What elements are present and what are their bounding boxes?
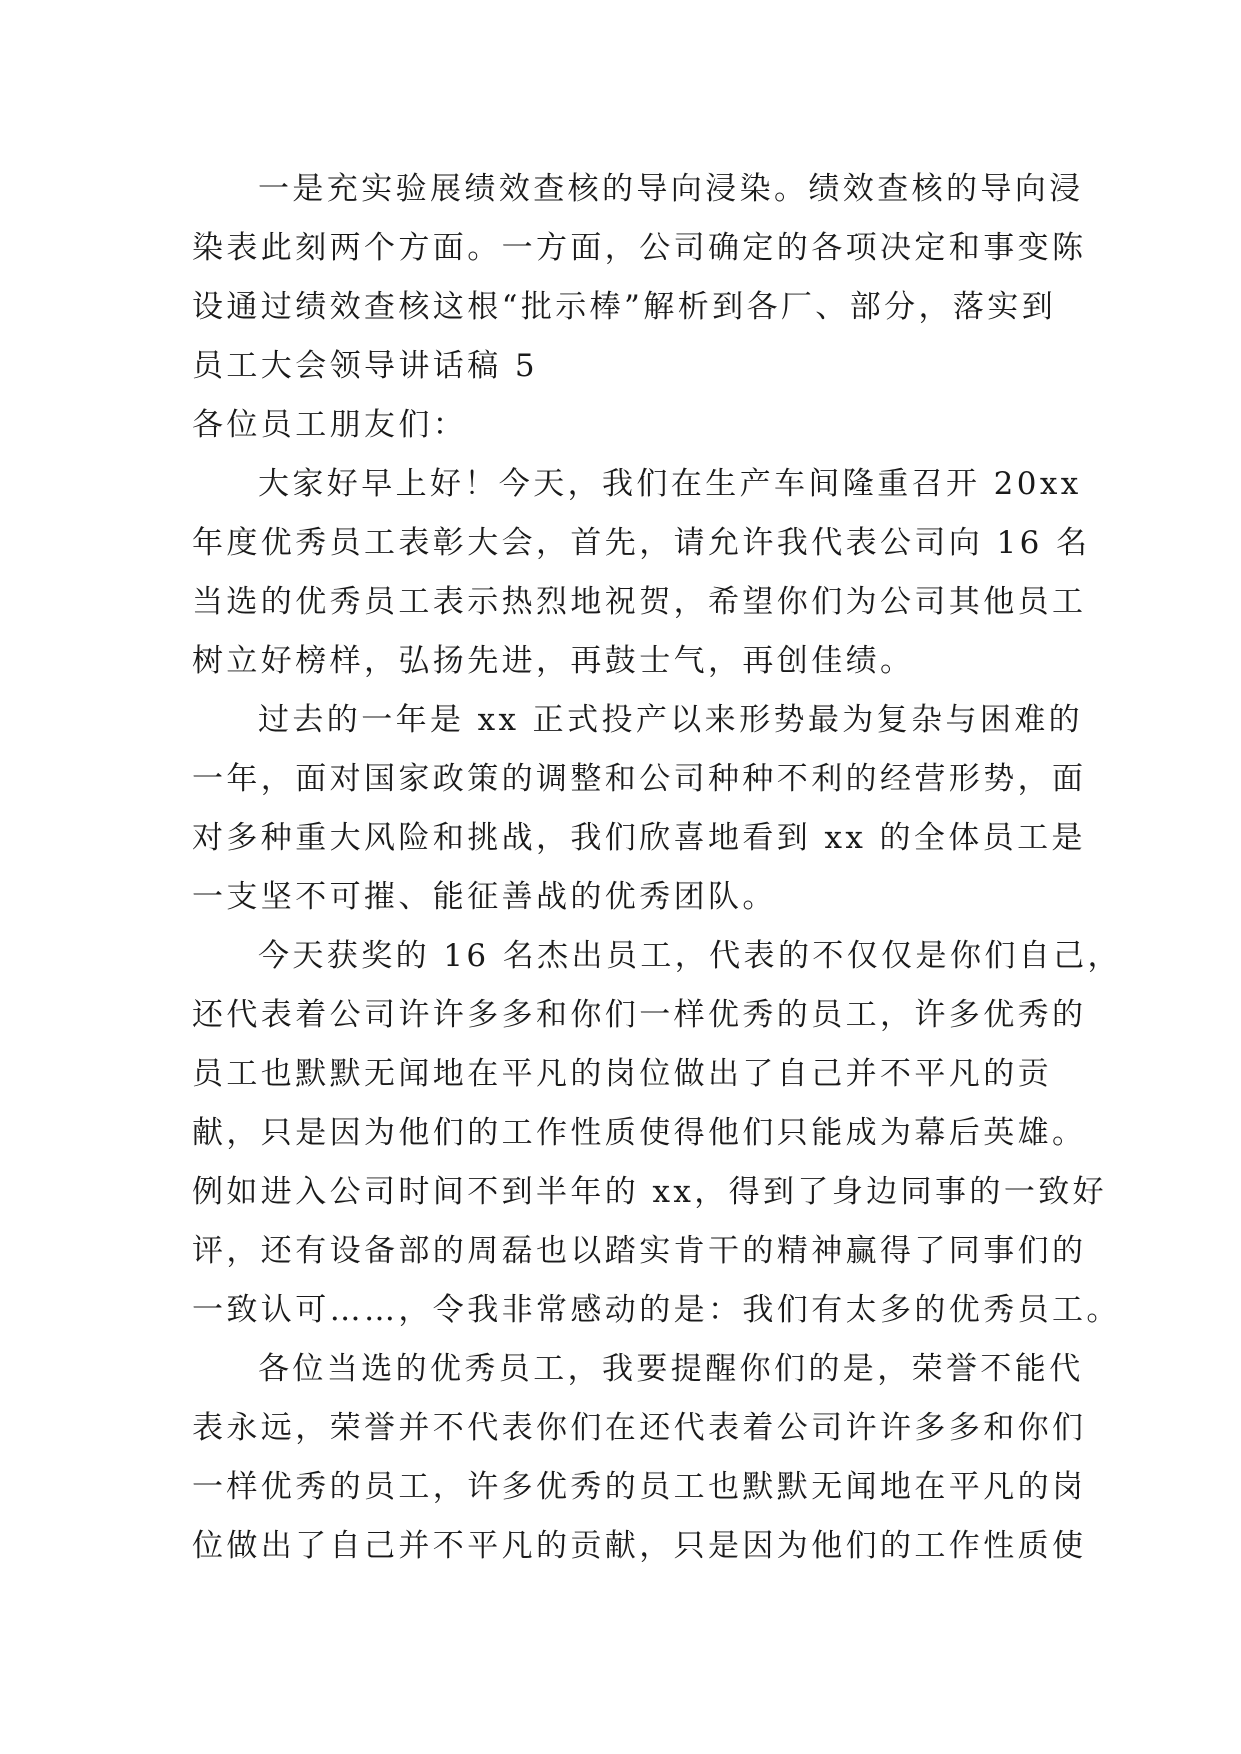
text-line: 献，只是因为他们的工作性质使得他们只能成为幕后英雄。 xyxy=(192,1115,1087,1151)
text-line: 过去的一年是 xx 正式投产以来形势最为复杂与困难的 xyxy=(258,702,1084,738)
text-line: 各位员工朋友们： xyxy=(192,407,468,443)
text-line: 员工也默默无闻地在平凡的岗位做出了自己并不平凡的贡 xyxy=(192,1056,1052,1092)
text-line: 一样优秀的员工，许多优秀的员工也默默无闻地在平凡的岗 xyxy=(192,1469,1087,1505)
text-line: 各位当选的优秀员工，我要提醒你们的是，荣誉不能代 xyxy=(258,1351,1084,1387)
text-line: 树立好榜样，弘扬先进，再鼓士气，再创佳绩。 xyxy=(192,643,915,679)
text-line: 一支坚不可摧、能征善战的优秀团队。 xyxy=(192,879,777,915)
text-line: 大家好早上好！今天，我们在生产车间隆重召开 20xx xyxy=(258,466,1082,502)
text-line: 当选的优秀员工表示热烈地祝贺，希望你们为公司其他员工 xyxy=(192,584,1087,620)
text-line: 例如进入公司时间不到半年的 xx，得到了身边同事的一致好 xyxy=(192,1174,1108,1210)
text-line: 今天获奖的 16 名杰出员工，代表的不仅仅是你们自己， xyxy=(258,938,1122,974)
text-line: 一是充实验展绩效查核的导向浸染。绩效查核的导向浸 xyxy=(258,171,1084,207)
text-line: 年度优秀员工表彰大会，首先，请允许我代表公司向 16 名 xyxy=(192,525,1091,561)
text-line: 位做出了自己并不平凡的贡献，只是因为他们的工作性质使 xyxy=(192,1528,1087,1564)
text-line: 一致认可……，令我非常感动的是：我们有太多的优秀员工。 xyxy=(192,1292,1121,1328)
text-line: 还代表着公司许许多多和你们一样优秀的员工，许多优秀的 xyxy=(192,997,1087,1033)
text-line: 一年，面对国家政策的调整和公司种种不利的经营形势，面 xyxy=(192,761,1087,797)
text-line: 染表此刻两个方面。一方面，公司确定的各项决定和事变陈 xyxy=(192,230,1087,266)
text-line: 对多种重大风险和挑战，我们欣喜地看到 xx 的全体员工是 xyxy=(192,820,1086,856)
text-line: 表永远，荣誉并不代表你们在还代表着公司许许多多和你们 xyxy=(192,1410,1087,1446)
text-line: 设通过绩效查核这根“批示棒”解析到各厂、部分，落实到 xyxy=(192,289,1057,325)
document-body xyxy=(192,160,1122,1576)
text-line: 员工大会领导讲话稿 5 xyxy=(192,348,538,384)
text-line: 评，还有设备部的周磊也以踏实肯干的精神赢得了同事们的 xyxy=(192,1233,1087,1269)
